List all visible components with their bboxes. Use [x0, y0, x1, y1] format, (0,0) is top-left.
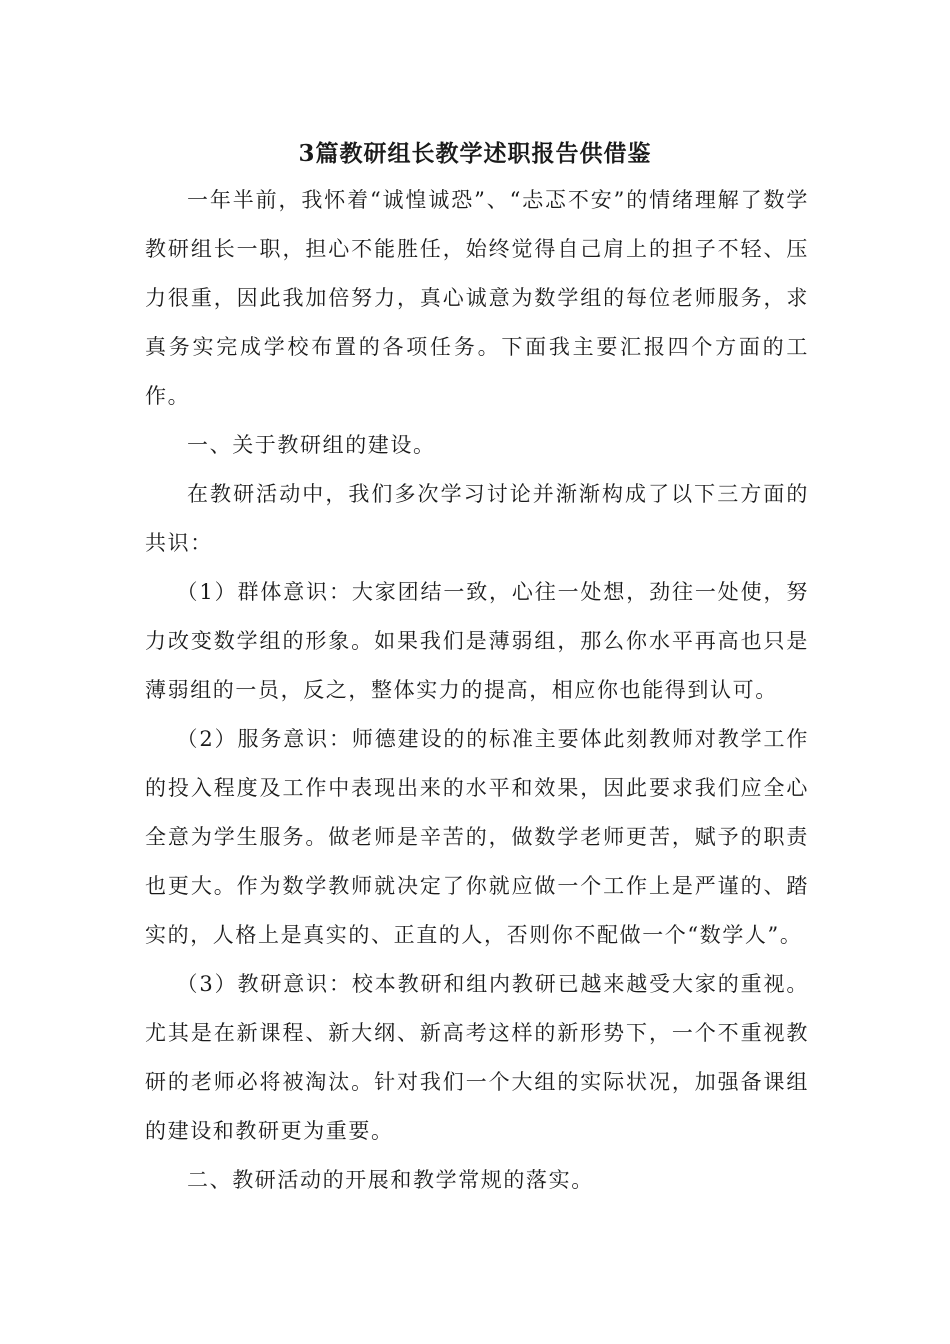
group-awareness-paragraph: （1）群体意识：大家团结一致，心往一处想，劲往一处使，努力改变数学组的形象。如果我们是薄弱组，那么你水平再高也只是薄弱组的一员，反之，整体实力的提高，相应你也能得到认可。	[145, 580, 809, 702]
section-heading-2: 二、教研活动的开展和教学常规的落实。	[187, 1168, 594, 1192]
research-awareness-paragraph: （3）教研意识：校本教研和组内教研已越来越受大家的重视。尤其是在新课程、新大纲、新高考这样的新形势下，一个不重视教研的老师必将被淘汰。针对我们一个大组的实际状况，加强备课组的建设和教研更为重要。	[145, 972, 809, 1143]
section-heading-1: 一、关于教研组的建设。	[187, 433, 436, 457]
service-awareness-paragraph: （2）服务意识：师德建设的的标准主要体此刻教师对教学工作的投入程度及工作中表现出来的水平和效果，因此要求我们应全心全意为学生服务。做老师是辛苦的，做数学老师更苦，赋予的职责也更大。作为数学教师就决定了你就应做一个工作上是严谨的、踏实的，人格上是真实的、正直的人，否则你不配做一个“数学人”。	[145, 727, 809, 947]
document-body	[145, 176, 809, 1205]
document-title: 3篇教研组长教学述职报告供借鉴	[298, 140, 652, 167]
consensus-paragraph: 在教研活动中，我们多次学习讨论并渐渐构成了以下三方面的共识：	[145, 482, 809, 555]
intro-paragraph: 一年半前，我怀着“诚惶诚恐”、“忐忑不安”的情绪理解了数学教研组长一职，担心不能胜任，始终觉得自己肩上的担子不轻、压力很重，因此我加倍努力，真心诚意为数学组的每位老师服务，求真务实完成学校布置的各项任务。下面我主要汇报四个方面的工作。	[145, 188, 809, 408]
